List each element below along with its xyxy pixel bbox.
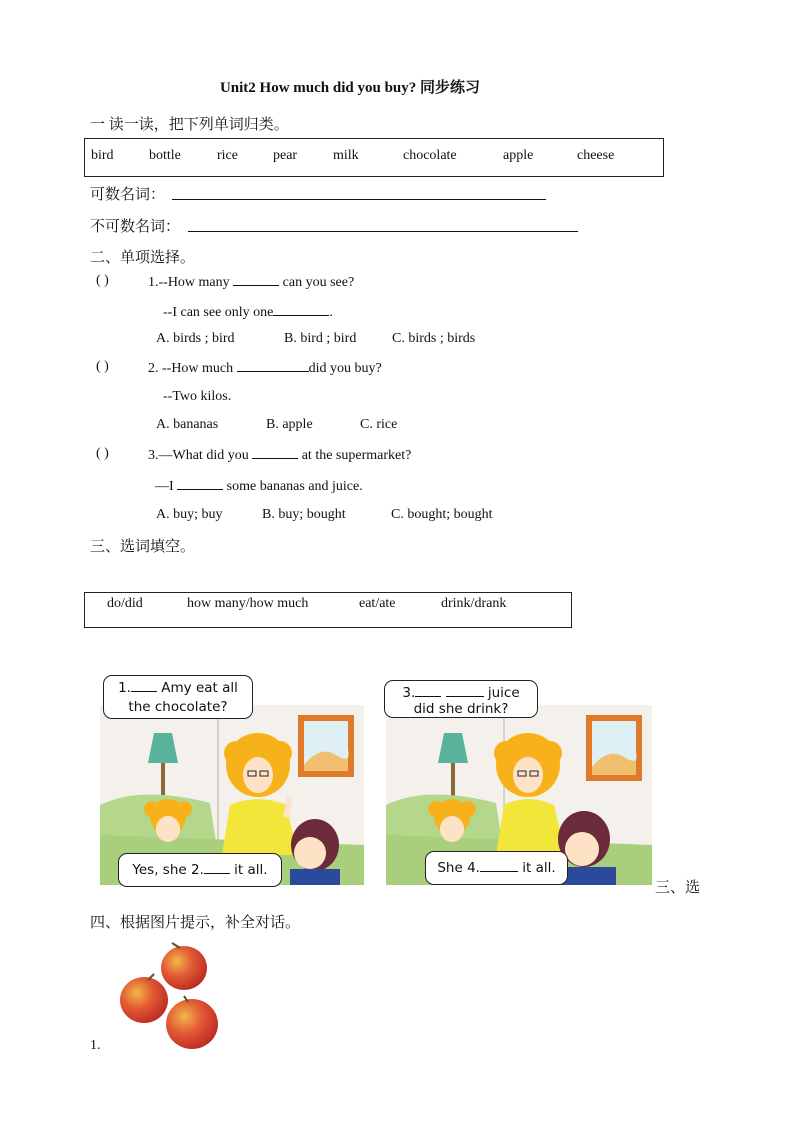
panel2-blank3a[interactable] xyxy=(415,683,441,697)
q3-option-c: C. bought; bought xyxy=(391,507,493,522)
word-bottle: bottle xyxy=(149,148,181,163)
q1-line1 xyxy=(148,273,354,291)
panel2-question-rest: juice xyxy=(483,685,520,701)
section4-heading: 四、根据图片提示，补全对话。 xyxy=(90,915,301,931)
q3-question-text: 3.—What did you xyxy=(148,448,249,463)
q2-option-c: C. rice xyxy=(360,417,398,432)
q2-paren[interactable]: ( ) xyxy=(96,359,109,374)
q3-answer-text: —I xyxy=(155,479,174,494)
apple-left-icon xyxy=(120,977,168,1023)
q1-question-end: can you see? xyxy=(282,275,355,290)
panel2-blank3b[interactable] xyxy=(446,683,484,697)
section2-heading: 二、单项选择。 xyxy=(90,250,196,266)
apple-right-icon xyxy=(166,999,218,1049)
q2-blank[interactable] xyxy=(237,359,309,372)
word-milk: milk xyxy=(333,148,359,163)
q2-question-text: 2. --How much xyxy=(148,361,234,376)
word-cheese: cheese xyxy=(577,148,615,163)
section3-side-note: 三、选 xyxy=(655,880,701,896)
word-apple: apple xyxy=(503,148,534,163)
apple-top-icon xyxy=(161,946,207,990)
panel1-question-bubble xyxy=(103,675,253,719)
panel2-question-line1 xyxy=(391,683,531,701)
page-title: Unit2 How much did you buy? 同步练习 xyxy=(219,80,481,96)
panel1-answer-rest: it all. xyxy=(229,862,268,878)
panel1-question-line2: the chocolate? xyxy=(128,699,228,715)
section4-item-number: 1. xyxy=(90,1038,101,1053)
q2-line1 xyxy=(148,359,382,377)
q3-paren[interactable]: ( ) xyxy=(96,446,109,461)
q2-line2: --Two kilos. xyxy=(163,389,232,404)
word-bird: bird xyxy=(91,148,114,163)
word-drink-drank: drink/drank xyxy=(441,596,507,611)
uncountable-answer-line[interactable] xyxy=(188,231,578,232)
panel2-blank3-number: 3. xyxy=(402,685,416,701)
q3-question-end: at the supermarket? xyxy=(301,448,412,463)
q1-option-a: A. birds ; bird xyxy=(156,331,235,346)
panel1-question-line1 xyxy=(110,678,246,698)
q3-line2 xyxy=(155,477,363,495)
countable-label: 可数名词： xyxy=(90,187,166,203)
word-chocolate: chocolate xyxy=(403,148,457,163)
panel1-blank1[interactable] xyxy=(131,678,157,692)
q1-answer-text: --I can see only one xyxy=(163,305,274,320)
panel2-answer-prefix: She 4. xyxy=(437,860,480,876)
q3-option-b: B. buy; bought xyxy=(262,507,346,522)
q3-answer-end: some bananas and juice. xyxy=(226,479,363,494)
panel1-answer-prefix: Yes, she 2. xyxy=(132,862,204,878)
word-rice: rice xyxy=(217,148,238,163)
panel2-question-line2: did she drink? xyxy=(413,701,509,717)
q1-paren[interactable]: ( ) xyxy=(96,273,109,288)
panel2-answer-rest: it all. xyxy=(517,860,556,876)
q1-option-c: C. birds ; birds xyxy=(392,331,476,346)
q3-blank-2[interactable] xyxy=(177,477,223,490)
q1-question-text: 1.--How many xyxy=(148,275,230,290)
q3-option-a: A. buy; buy xyxy=(156,507,223,522)
word-pear: pear xyxy=(273,148,298,163)
q2-option-b: B. apple xyxy=(266,417,313,432)
q1-line2 xyxy=(163,303,333,321)
q2-question-end: did you buy? xyxy=(308,361,382,376)
panel1-answer-bubble xyxy=(118,853,282,887)
panel2-blank4[interactable] xyxy=(480,858,518,872)
word-how-many-how-much: how many/how much xyxy=(187,596,309,611)
panel2-answer-bubble xyxy=(425,851,568,885)
section1-heading: 一 读一读，把下列单词归类。 xyxy=(90,117,289,133)
word-bank-box-2 xyxy=(84,592,572,628)
panel2-question-bubble xyxy=(384,680,538,718)
word-do-did: do/did xyxy=(107,596,143,611)
word-bank-box-1 xyxy=(84,138,664,177)
panel1-blank1-number: 1. xyxy=(118,680,131,696)
q3-line1 xyxy=(148,446,411,464)
panel1-question-rest: Amy eat all xyxy=(156,680,238,696)
q2-option-a: A. bananas xyxy=(156,417,219,432)
uncountable-label: 不可数名词： xyxy=(90,219,181,235)
q1-blank[interactable] xyxy=(233,273,279,286)
q3-blank[interactable] xyxy=(252,446,298,459)
section3-heading: 三、选词填空。 xyxy=(90,539,196,555)
q1-period: . xyxy=(329,305,333,320)
word-eat-ate: eat/ate xyxy=(359,596,396,611)
q1-blank-2[interactable] xyxy=(273,303,329,316)
apples-image xyxy=(116,940,226,1052)
panel1-blank2[interactable] xyxy=(204,860,230,874)
countable-answer-line[interactable] xyxy=(172,199,546,200)
q1-option-b: B. bird ; bird xyxy=(284,331,357,346)
